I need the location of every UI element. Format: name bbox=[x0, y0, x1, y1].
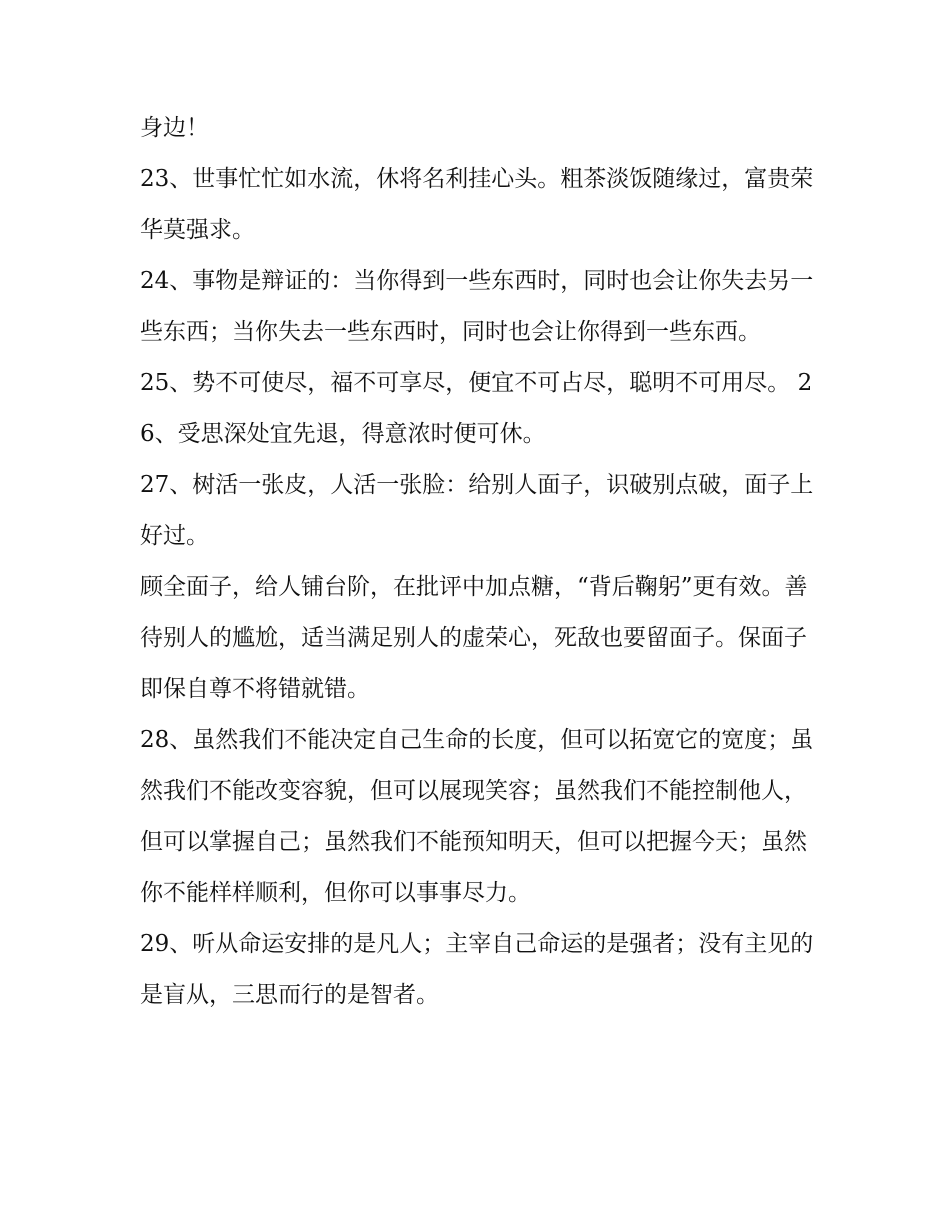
paragraph-23: 23、世事忙忙如水流，休将名利挂心头。粗茶淡饭随缘过，富贵荣华莫强求。 bbox=[140, 166, 814, 243]
paragraph-29: 29、听从命运安排的是凡人；主宰自己命运的是强者；没有主见的是盲从，三思而行的是智者。 bbox=[140, 931, 814, 1008]
paragraph-27: 27、树活一张皮，人活一张脸：给别人面子，识破别点破，面子上好过。 bbox=[140, 472, 814, 549]
paragraph-28: 28、虽然我们不能决定自己生命的长度，但可以拓宽它的宽度；虽然我们不能改变容貌，但可以展现笑容；虽然我们不能控制他人，但可以掌握自己；虽然我们不能预知明天，但可以把握今天；虽然你不能样样顺利，但你可以事事尽力。 bbox=[140, 727, 814, 906]
paragraph-25-26: 25、势不可使尽，福不可享尽，便宜不可占尽，聪明不可用尽。 26、受思深处宜先退，得意浓时便可休。 bbox=[140, 370, 813, 447]
document-body bbox=[140, 103, 820, 1021]
paragraph-continuation: 身边！ bbox=[140, 115, 209, 141]
paragraph-27-continued: 顾全面子，给人铺台阶，在批评中加点糖，“背后鞠躬”更有效。善待别人的尴尬，适当满足别人的虚荣心，死敌也要留面子。保面子即保自尊不将错就错。 bbox=[140, 574, 808, 702]
paragraph-24: 24、事物是辩证的：当你得到一些东西时，同时也会让你失去另一些东西；当你失去一些东西时，同时也会让你得到一些东西。 bbox=[140, 268, 814, 345]
